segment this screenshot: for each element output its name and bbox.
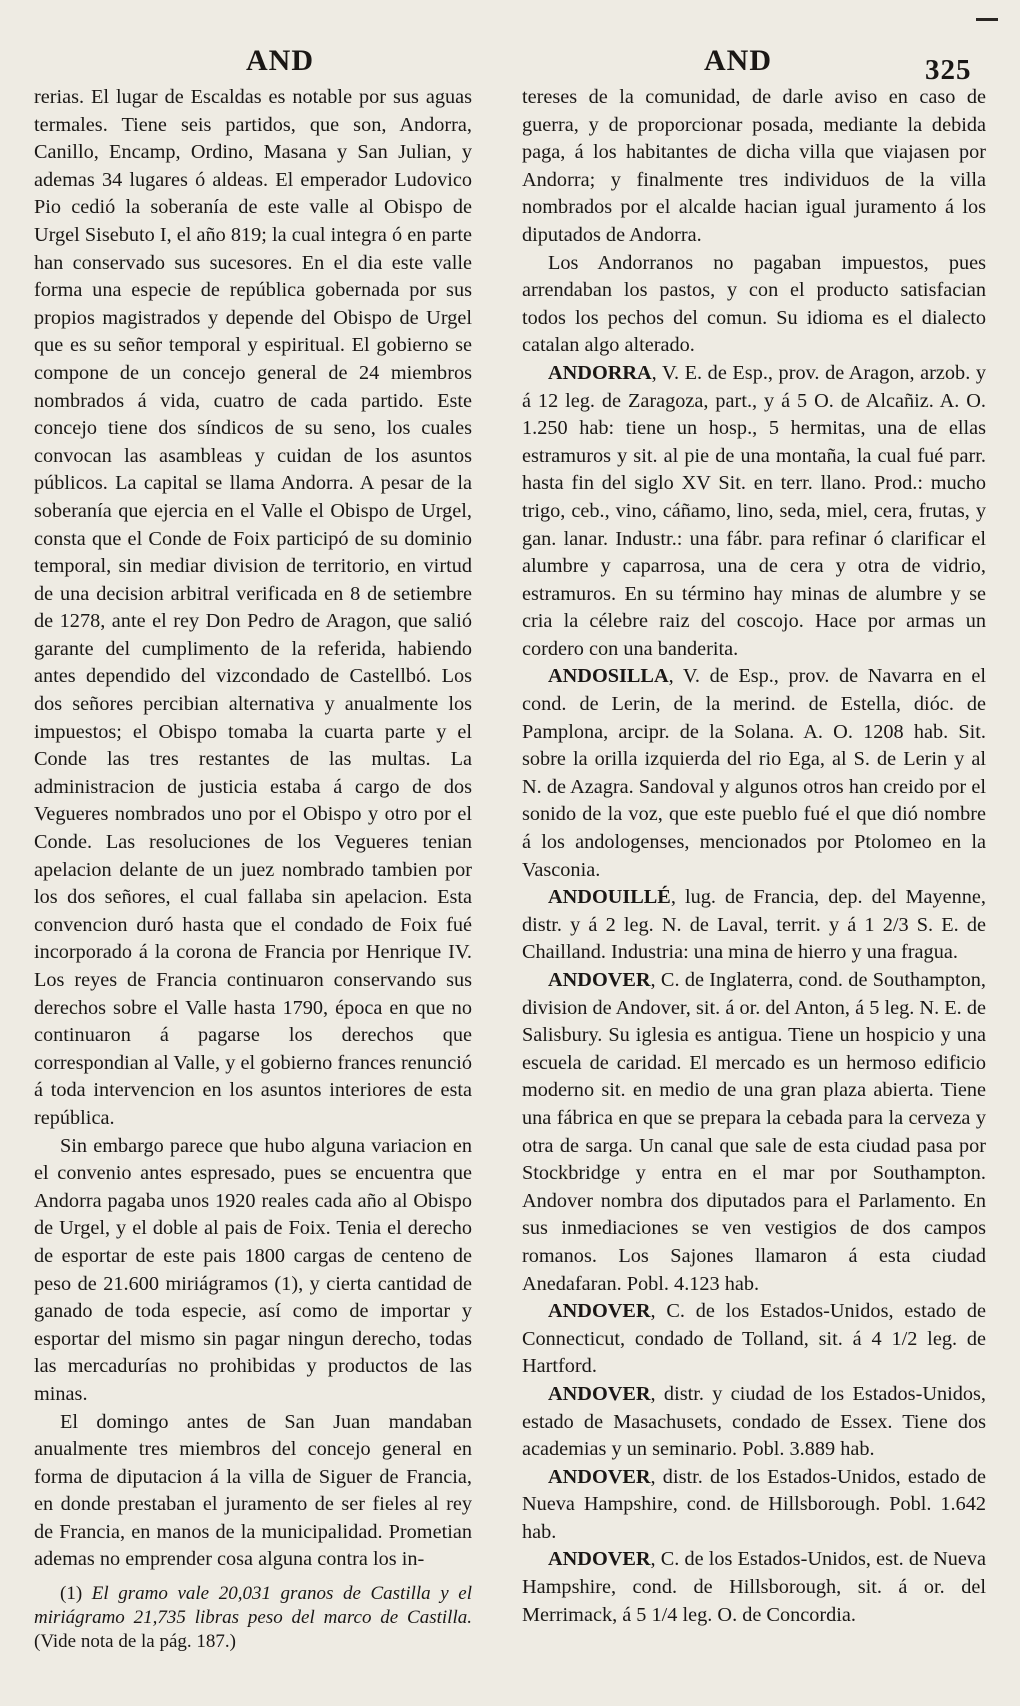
paragraph-tribute: Sin embargo parece que hubo alguna variacion en el convenio antes espresado, pues se encuentra que Andorra pagaba unos 1920 reales cada año al Obispo de Urgel, y el doble al pais de Foix. Tenia el derecho de esportar de este pais 1800 cargas de centeno de peso de 21.600 miriágramos (1), y cierta cantidad de ganado de toda especie, así como de importar y esportar del mismo sin pagar ningun derecho, todas las mercadurías no prohibidas y productos de las minas. [34,1134,472,1405]
entry-andover-england [522,967,986,1298]
entry-headword: ANDOVER [548,1548,651,1571]
entry-headword: ANDOVER [548,1300,651,1323]
entry-andover-nh-district [522,1464,986,1547]
entry-text: , distr. de los Estados-Unidos, estado de Nueva Hampshire, cond. de Hillsborough. Pobl. 1.642 hab. [522,1465,986,1543]
entry-text: , C. de Inglaterra, cond. de Southampton, division de Andover, sit. á or. del Anton, á 5 leg. N. E. de Salisbury. Su iglesia es antigua. Tiene un hospicio y una escuela de caridad. El mercado es un hermoso edificio moderno sit. en medio de una gran plaza abierta. Tiene una fábrica en que se prepara la cebada para la cerveza y otra de sarga. Un canal que sale de esta ciudad pasa por Stockbridge y entra en el mar por Southampton. Andover nombra dos diputados para el Parlamento. En sus inmediaciones se ven vestigios de dos campos romanos. Los Sajones llamaron á esta ciudad Anedafaran. Pobl. 4.123 hab. [522,969,986,1295]
entry-headword: ANDOVER [548,969,651,991]
entry-text: , C. de los Estados-Unidos, estado de Connecticut, condado de Tolland, sit. á 4 1/2 leg. de Hartford. [522,1300,986,1378]
paragraph-oath: El domingo antes de San Juan mandaban anualmente tres miembros del concejo general en forma de diputacion á la villa de Siguer de Francia, en donde prestaban el juramento de ser fieles al rey de Francia, en manos de la municipalidad. Prometian ademas no emprender cosa alguna contra los in- [34,1410,472,1571]
left-running-head: AND [246,44,314,77]
paragraph-continuation: tereses de la comunidad, de darle aviso en caso de guerra, y de proporcionar posada, mediante la debida paga, á los habitantes de dicha villa que viajasen por Andorra; y finalmente tres individuos de la villa nombrados por el alcalde hacian igual juramento á los diputados de Andorra. [522,86,986,246]
entry-text: , distr. y ciudad de los Estados-Unidos, estado de Masachusets, condado de Essex. Tiene dos academias y un seminario. Pobl. 3.889 hab. [522,1382,986,1461]
entry-andover-nh-city [522,1546,986,1629]
right-running-head: AND [704,44,772,77]
footnote-marker: (1) [60,1583,83,1605]
entry-text: , V. de Esp., prov. de Navarra en el cond. de Lerin, de la merind. de Estella, dióc. de Pamplona, arcipr. de la Solana. A. O. 1208 hab. Sit. sobre la orilla izquierda del rio Ega, al S. de Lerin y al N. de Azagra. Sandoval y algunos otros han creido por el sonido de la voz, que este pueblo fué el que dió nombre á los andologenses, mencionados por Ptolomeo en la Vasconia. [522,665,986,881]
entry-text: , V. E. de Esp., prov. de Aragon, arzob. y á 12 leg. de Zaragoza, part., y á 5 O. de Alcañiz. A. O. 1.250 hab: tiene un hosp., 5 hermitas, una de ellas estramuros y sit. al pie de una montaña, la cual fué parr. hasta fin del siglo XV Sit. en terr. llano. Prod.: mucho trigo, ceb., vino, cáñamo, lino, seda, miel, cera, frutas, y gan. lanar. Industr.: una fábr. para refinar ó clarificar el alumbre y caparrosa, una de cera y otra de vidrio, estramuros. En su término hay minas de alumbre y se cria la célebre raiz del coscojo. Hace por armas un cordero con una banderita. [522,361,986,660]
footnote [34,1582,472,1654]
entry-headword: ANDOSILLA [548,665,669,688]
right-column [522,84,986,1629]
entry-headword: ANDOUILLÉ [548,886,671,909]
footnote-reference: (Vide nota de la pág. 187.) [34,1631,236,1653]
footnote-text: El gramo vale 20,031 granos de Castilla y el miriágramo 21,735 libras peso del marco de Castilla. [34,1583,473,1629]
paragraph-andorra-history: rerias. El lugar de Escaldas es notable por sus aguas termales. Tiene seis partidos, que son, Andorra, Canillo, Encamp, Ordino, Masana y San Julian, y ademas 34 lugares ó aldeas. El emperador Ludovico Pio cedió la soberanía de este valle al Obispo de Urgel Sisebuto I, el año 819; la cual integra ó en parte han conservado sus sucesores. En el dia este valle forma una especie de república gobernada por sus propios magistrados y depende del Obispo de Urgel que es su señor temporal y espiritual. El gobierno se compone de un concejo general de 24 miembros nombrados á vida, cuatro de cada partido. Este concejo tiene dos síndicos de su seno, los cuales convocan las asambleas y cuidan de los asuntos públicos. La capital se llama Andorra. A pesar de la soberanía que ejercia en el Valle el Obispo de Urgel, consta que el Conde de Foix participó de su dominio temporal, sin mediar division de territorio, en virtud de una decision arbitral verificada en 8 de setiembre de 1278, ante el rey Don Pedro de Aragon, que salió garante del cumplimento de la referida, habiendo antes dependido del vizcondado de Castellbó. Los dos señores percibian alternativa y anualmente los impuestos; el Obispo tomaba la cuarta parte y el Conde las tres restantes de las multas. La administracion de justicia estaba á cargo de dos Vegueres nombrados uno por el Obispo y otro por el Conde. Las resoluciones de los Vegueres tenian apelacion delante de un juez nombrado tambien por los dos señores, el cual fallaba sin apelacion. Esta convencion duró hasta que el condado de Foix fué incorporado á la corona de Francia por Henrique IV. Los reyes de Francia continuaron conservando sus derechos sobre el Valle hasta 1790, época en que no continuaron á pagarse los derechos que correspondian al Valle, y el gobierno frances renunció á toda intervencion en los asuntos interiores de esta república. [34,86,472,1129]
entry-andover-massachusetts [522,1381,986,1464]
entry-andosilla [522,663,986,884]
entry-text: , C. de los Estados-Unidos, est. de Nueva Hampshire, cond. de Hillsborough, sit. á or. del Merrimack, á 5 1/4 leg. O. de Concordia. [522,1548,986,1626]
left-column [34,84,472,1654]
entry-text: , lug. de Francia, dep. del Mayenne, distr. y á 2 leg. N. de Laval, territ. y á 1 2/3 S. E. de Chailland. Industria: una mina de hierro y una fragua. [522,886,986,964]
entry-headword: ANDOVER [548,1382,651,1405]
entry-andorra [522,360,986,664]
page-number: 325 [925,54,972,86]
entry-andouille [522,884,986,967]
entry-andover-connecticut [522,1298,986,1381]
corner-rule [976,18,998,21]
entry-headword: ANDORRA [548,361,652,384]
entry-headword: ANDOVER [548,1465,651,1488]
paragraph-taxes: Los Andorranos no pagaban impuestos, pues arrendaban los pastos, y con el producto satisfacian todos los pechos del comun. Su idioma es el dialecto catalan algo alterado. [522,251,986,357]
